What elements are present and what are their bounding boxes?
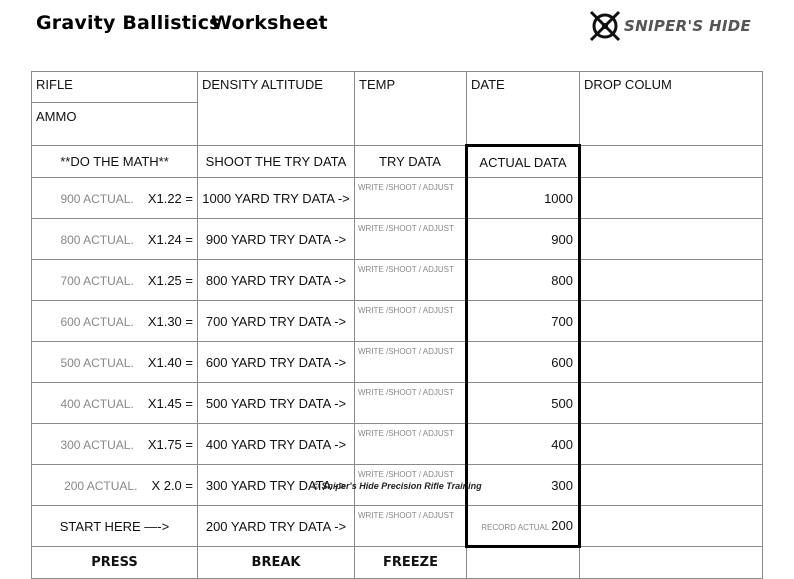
write-shoot-adjust-note[interactable]: WRITE /SHOOT / ADJUST	[355, 178, 467, 219]
multiplier: X1.40 =	[147, 354, 193, 370]
logo-text: SNIPER'S HIDE	[624, 17, 752, 35]
actual-label: 600 ACTUAL.	[60, 314, 134, 329]
multiplier: X1.30 =	[147, 313, 193, 329]
actual-value[interactable]: 300	[467, 465, 580, 506]
try-yard-label: 500 YARD TRY DATA ->	[198, 383, 355, 424]
actual-value[interactable]: 500	[467, 383, 580, 424]
write-shoot-adjust-note[interactable]: WRITE /SHOOT / ADJUST	[355, 465, 467, 506]
write-shoot-adjust-note[interactable]: WRITE /SHOOT / ADJUST	[355, 424, 467, 465]
drop-cell[interactable]	[580, 342, 763, 383]
try-yard-label: 800 YARD TRY DATA ->	[198, 260, 355, 301]
multiplier: X1.75 =	[147, 436, 193, 452]
ammo-cell[interactable]: AMMO	[32, 103, 198, 146]
actual-value[interactable]: 1000	[467, 178, 580, 219]
drop-cell[interactable]	[580, 424, 763, 465]
table-row	[32, 301, 763, 342]
crosshair-icon	[588, 9, 622, 43]
shoot-header: SHOOT THE TRY DATA	[198, 146, 355, 178]
actual-label: 300 ACTUAL.	[60, 437, 134, 452]
drop-cell[interactable]	[580, 301, 763, 342]
drop-cell[interactable]	[580, 547, 763, 579]
drop-cell[interactable]	[580, 146, 763, 178]
actual-value[interactable]: 600	[467, 342, 580, 383]
actual-label: 200 ACTUAL.	[64, 478, 138, 493]
drop-cell[interactable]	[580, 260, 763, 301]
drop-cell[interactable]	[580, 383, 763, 424]
actual-label: 500 ACTUAL.	[60, 355, 134, 370]
table-row	[32, 342, 763, 383]
try-yard-label: 700 YARD TRY DATA ->	[198, 301, 355, 342]
actual-data-header: ACTUAL DATA	[467, 146, 580, 178]
table-row	[32, 383, 763, 424]
actual-value[interactable]: 900	[467, 219, 580, 260]
actual-value[interactable]: 400	[467, 424, 580, 465]
press-label: PRESS	[32, 547, 198, 579]
math-cell	[32, 260, 198, 301]
actual-data-cell[interactable]	[467, 506, 580, 547]
worksheet-subtitle: Worksheet	[211, 12, 328, 34]
write-shoot-adjust-note[interactable]: WRITE /SHOOT / ADJUST	[355, 506, 467, 547]
math-cell	[32, 424, 198, 465]
multiplier: X 2.0 =	[151, 477, 193, 493]
drop-cell[interactable]	[580, 178, 763, 219]
drop-cell[interactable]	[580, 219, 763, 260]
write-shoot-adjust-note[interactable]: WRITE /SHOOT / ADJUST	[355, 383, 467, 424]
worksheet-title: Gravity Ballistics	[36, 12, 221, 34]
break-label: BREAK	[198, 547, 355, 579]
multiplier: X1.24 =	[147, 231, 193, 247]
start-here-label: START HERE —->	[32, 506, 198, 547]
try-yard-label: 1000 YARD TRY DATA ->	[198, 178, 355, 219]
actual-label: 400 ACTUAL.	[60, 396, 134, 411]
try-yard-label: 200 YARD TRY DATA ->	[198, 506, 355, 547]
multiplier: X1.25 =	[147, 272, 193, 288]
math-cell	[32, 301, 198, 342]
snipers-hide-logo	[588, 8, 751, 44]
table-row	[32, 178, 763, 219]
actual-value[interactable]: 800	[467, 260, 580, 301]
density-altitude-cell[interactable]: DENSITY ALTITUDE	[198, 72, 355, 146]
write-shoot-adjust-note[interactable]: WRITE /SHOOT / ADJUST	[355, 301, 467, 342]
math-cell	[32, 219, 198, 260]
table-row	[32, 424, 763, 465]
empty-cell	[467, 547, 580, 579]
drop-column-header: DROP COLUM	[580, 72, 763, 146]
math-cell	[32, 383, 198, 424]
temp-cell[interactable]: TEMP	[355, 72, 467, 146]
math-header: **DO THE MATH**	[32, 146, 198, 178]
try-yard-label: 900 YARD TRY DATA ->	[198, 219, 355, 260]
write-shoot-adjust-note[interactable]: WRITE /SHOOT / ADJUST	[355, 342, 467, 383]
multiplier: X1.45 =	[147, 395, 193, 411]
try-yard-label: 300 YARD TRY DATA ->	[198, 465, 355, 506]
multiplier: X1.22 =	[147, 190, 193, 206]
write-shoot-adjust-note[interactable]: WRITE /SHOOT / ADJUST	[355, 219, 467, 260]
try-data-header: TRY DATA	[355, 146, 467, 178]
math-cell	[32, 342, 198, 383]
table-row	[32, 219, 763, 260]
drop-cell[interactable]	[580, 506, 763, 547]
actual-label: 700 ACTUAL.	[60, 273, 134, 288]
math-cell	[32, 178, 198, 219]
write-shoot-adjust-note[interactable]: WRITE /SHOOT / ADJUST	[355, 260, 467, 301]
date-cell[interactable]: DATE	[467, 72, 580, 146]
try-yard-label: 400 YARD TRY DATA ->	[198, 424, 355, 465]
try-yard-label: 600 YARD TRY DATA ->	[198, 342, 355, 383]
copyright-footer: © Sniper's Hide Precision Rifle Training	[312, 481, 482, 491]
actual-value[interactable]: 700	[467, 301, 580, 342]
record-actual-label: RECORD ACTUAL	[481, 523, 550, 532]
actual-label: 800 ACTUAL.	[60, 232, 134, 247]
table-row	[32, 260, 763, 301]
freeze-label: FREEZE	[355, 547, 467, 579]
actual-label: 900 ACTUAL.	[60, 191, 134, 206]
actual-value: 200	[551, 518, 573, 533]
rifle-cell[interactable]: RIFLE	[32, 72, 198, 103]
